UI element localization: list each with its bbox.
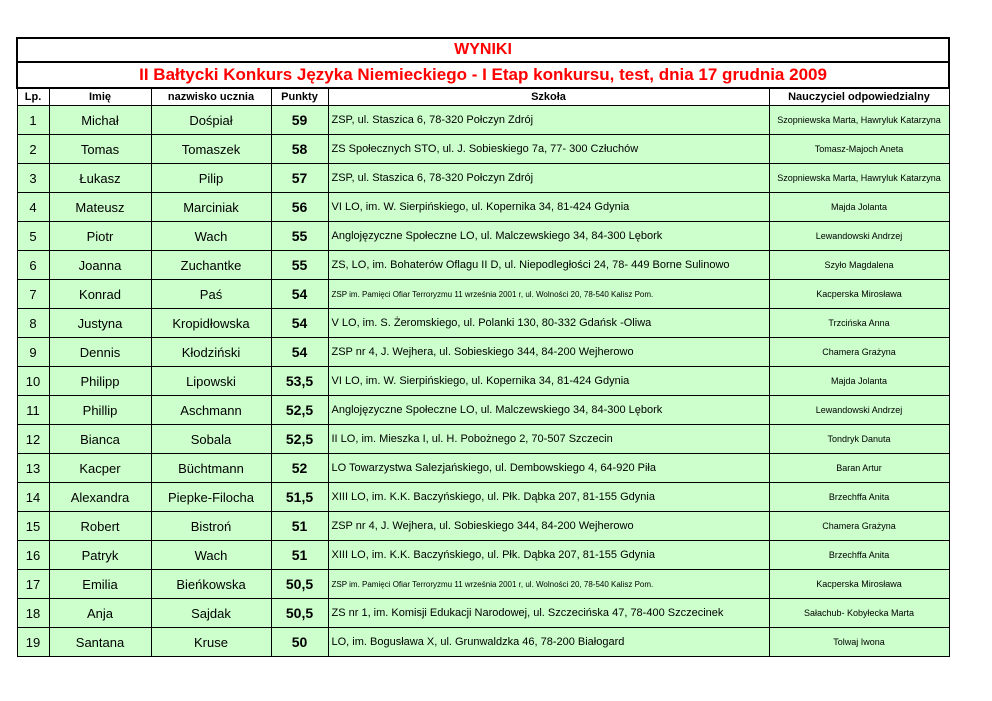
cell-first-name: Justyna: [49, 309, 151, 338]
cell-last-name: Sobala: [151, 425, 271, 454]
cell-teacher: Brzechffa Anita: [769, 541, 949, 570]
cell-first-name: Robert: [49, 512, 151, 541]
table-row: [17, 425, 949, 454]
cell-school: XIII LO, im. K.K. Baczyńskiego, ul. Płk. Dąbka 207, 81-155 Gdynia: [328, 541, 769, 570]
cell-lp: 9: [17, 338, 49, 367]
table-row: [17, 541, 949, 570]
cell-teacher: Lewandowski Andrzej: [769, 396, 949, 425]
header-szkola: Szkoła: [328, 88, 769, 106]
cell-lp: 7: [17, 280, 49, 309]
cell-last-name: Aschmann: [151, 396, 271, 425]
header-row: [17, 88, 949, 106]
cell-teacher: Szopniewska Marta, Hawryluk Katarzyna: [769, 164, 949, 193]
cell-lp: 14: [17, 483, 49, 512]
cell-lp: 5: [17, 222, 49, 251]
cell-last-name: Kropidłowska: [151, 309, 271, 338]
cell-school: ZSP nr 4, J. Wejhera, ul. Sobieskiego 344, 84-200 Wejherowo: [328, 512, 769, 541]
cell-school: ZSP nr 4, J. Wejhera, ul. Sobieskiego 344, 84-200 Wejherowo: [328, 338, 769, 367]
cell-points: 50,5: [271, 570, 328, 599]
cell-points: 52,5: [271, 396, 328, 425]
table-row: [17, 512, 949, 541]
table-row: [17, 570, 949, 599]
cell-first-name: Dennis: [49, 338, 151, 367]
header-nauczyciel: Nauczyciel odpowiedzialny: [769, 88, 949, 106]
subtitle-row: [17, 62, 949, 88]
cell-first-name: Philipp: [49, 367, 151, 396]
cell-points: 56: [271, 193, 328, 222]
cell-points: 59: [271, 106, 328, 135]
table-row: [17, 280, 949, 309]
cell-lp: 19: [17, 628, 49, 657]
cell-school: Anglojęzyczne Społeczne LO, ul. Malczewskiego 34, 84-300 Lębork: [328, 222, 769, 251]
cell-first-name: Michał: [49, 106, 151, 135]
cell-lp: 1: [17, 106, 49, 135]
cell-teacher: Tomasz-Majoch Aneta: [769, 135, 949, 164]
cell-points: 54: [271, 280, 328, 309]
table-row: [17, 164, 949, 193]
cell-first-name: Tomas: [49, 135, 151, 164]
table-row: [17, 309, 949, 338]
cell-first-name: Mateusz: [49, 193, 151, 222]
table-row: [17, 599, 949, 628]
cell-teacher: Baran Artur: [769, 454, 949, 483]
cell-first-name: Patryk: [49, 541, 151, 570]
cell-last-name: Piepke-Filocha: [151, 483, 271, 512]
cell-first-name: Phillip: [49, 396, 151, 425]
cell-first-name: Alexandra: [49, 483, 151, 512]
cell-last-name: Dośpiał: [151, 106, 271, 135]
cell-points: 52: [271, 454, 328, 483]
cell-teacher: Sałachub- Kobyłecka Marta: [769, 599, 949, 628]
cell-school: Anglojęzyczne Społeczne LO, ul. Malczewskiego 34, 84-300 Lębork: [328, 396, 769, 425]
cell-teacher: Majda Jolanta: [769, 367, 949, 396]
cell-points: 51,5: [271, 483, 328, 512]
cell-points: 52,5: [271, 425, 328, 454]
cell-first-name: Piotr: [49, 222, 151, 251]
results-title: WYNIKI: [17, 38, 949, 62]
cell-points: 57: [271, 164, 328, 193]
table-row: [17, 454, 949, 483]
cell-teacher: Chamera Grażyna: [769, 338, 949, 367]
header-lp: Lp.: [17, 88, 49, 106]
table-row: [17, 396, 949, 425]
results-table: [16, 37, 950, 657]
cell-last-name: Wach: [151, 541, 271, 570]
cell-school: LO, im. Bogusława X, ul. Grunwaldzka 46, 78-200 Białogard: [328, 628, 769, 657]
header-punkty: Punkty: [271, 88, 328, 106]
table-row: [17, 628, 949, 657]
cell-teacher: Tolwaj Iwona: [769, 628, 949, 657]
table-row: [17, 338, 949, 367]
cell-last-name: Pilip: [151, 164, 271, 193]
cell-points: 51: [271, 512, 328, 541]
cell-first-name: Kacper: [49, 454, 151, 483]
table-row: [17, 222, 949, 251]
cell-lp: 10: [17, 367, 49, 396]
cell-points: 58: [271, 135, 328, 164]
contest-subtitle: II Bałtycki Konkurs Języka Niemieckiego - I Etap konkursu, test, dnia 17 grudnia 2009: [17, 62, 949, 88]
cell-lp: 16: [17, 541, 49, 570]
cell-first-name: Łukasz: [49, 164, 151, 193]
cell-school: ZSP, ul. Staszica 6, 78-320 Połczyn Zdrój: [328, 106, 769, 135]
table-row: [17, 135, 949, 164]
cell-first-name: Konrad: [49, 280, 151, 309]
cell-school: ZS Społecznych STO, ul. J. Sobieskiego 7a, 77- 300 Człuchów: [328, 135, 769, 164]
results-body: [17, 38, 949, 657]
cell-school: ZS nr 1, im. Komisji Edukacji Narodowej, ul. Szczecińska 47, 78-400 Szczecinek: [328, 599, 769, 628]
cell-teacher: Lewandowski Andrzej: [769, 222, 949, 251]
cell-last-name: Büchtmann: [151, 454, 271, 483]
cell-last-name: Marciniak: [151, 193, 271, 222]
cell-teacher: Szopniewska Marta, Hawryluk Katarzyna: [769, 106, 949, 135]
cell-lp: 4: [17, 193, 49, 222]
cell-first-name: Anja: [49, 599, 151, 628]
cell-lp: 6: [17, 251, 49, 280]
cell-lp: 17: [17, 570, 49, 599]
cell-lp: 18: [17, 599, 49, 628]
cell-first-name: Bianca: [49, 425, 151, 454]
cell-points: 55: [271, 222, 328, 251]
cell-teacher: Brzechffa Anita: [769, 483, 949, 512]
cell-points: 55: [271, 251, 328, 280]
cell-school: ZSP im. Pamięci Ofiar Terroryzmu 11 września 2001 r, ul. Wolności 20, 78-540 Kalisz Pom.: [328, 570, 769, 599]
cell-points: 51: [271, 541, 328, 570]
cell-teacher: Kacperska Mirosława: [769, 570, 949, 599]
cell-first-name: Emilia: [49, 570, 151, 599]
table-row: [17, 193, 949, 222]
cell-teacher: Chamera Grażyna: [769, 512, 949, 541]
cell-last-name: Paś: [151, 280, 271, 309]
cell-points: 54: [271, 338, 328, 367]
cell-first-name: Joanna: [49, 251, 151, 280]
cell-school: II LO, im. Mieszka I, ul. H. Pobożnego 2, 70-507 Szczecin: [328, 425, 769, 454]
cell-last-name: Tomaszek: [151, 135, 271, 164]
table-row: [17, 483, 949, 512]
cell-lp: 13: [17, 454, 49, 483]
header-imie: Imię: [49, 88, 151, 106]
cell-lp: 8: [17, 309, 49, 338]
cell-last-name: Wach: [151, 222, 271, 251]
cell-first-name: Santana: [49, 628, 151, 657]
cell-last-name: Bistroń: [151, 512, 271, 541]
cell-lp: 15: [17, 512, 49, 541]
table-row: [17, 251, 949, 280]
cell-last-name: Lipowski: [151, 367, 271, 396]
cell-lp: 12: [17, 425, 49, 454]
cell-teacher: Majda Jolanta: [769, 193, 949, 222]
table-row: [17, 367, 949, 396]
cell-last-name: Sajdak: [151, 599, 271, 628]
cell-teacher: Tondryk Danuta: [769, 425, 949, 454]
cell-points: 53,5: [271, 367, 328, 396]
header-nazwisko: nazwisko ucznia: [151, 88, 271, 106]
cell-teacher: Kacperska Mirosława: [769, 280, 949, 309]
cell-lp: 11: [17, 396, 49, 425]
cell-points: 50: [271, 628, 328, 657]
cell-lp: 2: [17, 135, 49, 164]
cell-last-name: Zuchantke: [151, 251, 271, 280]
cell-school: XIII LO, im. K.K. Baczyńskiego, ul. Płk. Dąbka 207, 81-155 Gdynia: [328, 483, 769, 512]
cell-school: LO Towarzystwa Salezjańskiego, ul. Dembowskiego 4, 64-920 Piła: [328, 454, 769, 483]
cell-school: ZSP, ul. Staszica 6, 78-320 Połczyn Zdrój: [328, 164, 769, 193]
title-row: [17, 38, 949, 62]
cell-teacher: Trzcińska Anna: [769, 309, 949, 338]
cell-teacher: Szyło Magdalena: [769, 251, 949, 280]
cell-last-name: Bieńkowska: [151, 570, 271, 599]
cell-school: VI LO, im. W. Sierpińskiego, ul. Kopernika 34, 81-424 Gdynia: [328, 193, 769, 222]
cell-school: ZS, LO, im. Bohaterów Oflagu II D, ul. Niepodległości 24, 78- 449 Borne Sulinowo: [328, 251, 769, 280]
cell-school: VI LO, im. W. Sierpińskiego, ul. Kopernika 34, 81-424 Gdynia: [328, 367, 769, 396]
table-row: [17, 106, 949, 135]
cell-school: V LO, im. S. Żeromskiego, ul. Polanki 130, 80-332 Gdańsk -Oliwa: [328, 309, 769, 338]
cell-points: 50,5: [271, 599, 328, 628]
cell-last-name: Kłodziński: [151, 338, 271, 367]
cell-points: 54: [271, 309, 328, 338]
cell-school: ZSP im. Pamięci Ofiar Terroryzmu 11 września 2001 r, ul. Wolności 20, 78-540 Kalisz Pom.: [328, 280, 769, 309]
cell-last-name: Kruse: [151, 628, 271, 657]
cell-lp: 3: [17, 164, 49, 193]
